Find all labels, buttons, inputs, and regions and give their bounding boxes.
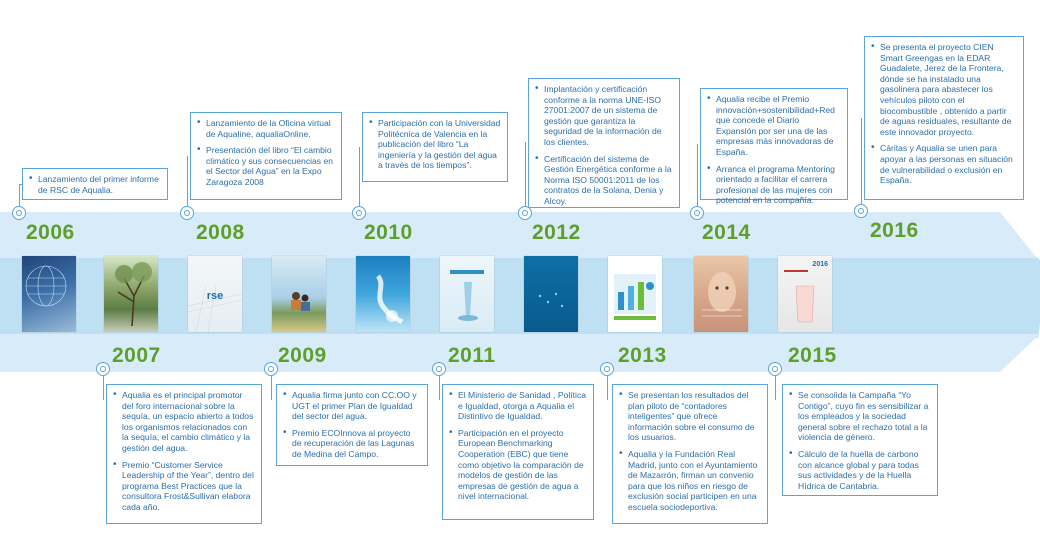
event-card-2008 — [190, 112, 342, 200]
report-cover-2011 — [440, 256, 494, 332]
event-list-2006 — [29, 174, 161, 195]
event-2011-2: • Participación en el proyecto European Benchmarking Cooperation (EBC) que tiene como objetivo la comparación de modelos de gestión de las empresas de gestión de agua a nivel internacional. — [449, 428, 587, 502]
event-list-2007 — [113, 390, 255, 513]
event-2012-1: • Implantación y certificación conforme a la norma UNE-ISO 27001:2007 de un sistema de gestión que garantiza la seguridad de la información de los clientes. — [535, 84, 673, 148]
event-card-2006 — [22, 168, 168, 200]
event-2009-2: • Premio ECOInnova al proyecto de recuperación de las Lagunas de Medina del Campo. — [283, 428, 421, 460]
connector-2013 — [607, 376, 608, 400]
connector-2012 — [525, 142, 526, 206]
year-label-2007: 2007 — [112, 344, 161, 367]
infographic-graphic — [608, 256, 662, 332]
connector-2010 — [359, 147, 360, 206]
year-label-2014: 2014 — [702, 221, 751, 244]
splash-graphic — [356, 256, 410, 332]
event-card-2013 — [612, 384, 768, 524]
timeline-node-2013 — [600, 362, 614, 376]
connector-2008 — [187, 156, 188, 206]
timeline-node-2010 — [352, 206, 366, 220]
event-2008-2: • Presentación del libro “El cambio climático y sus consecuencias en el Sector del Agua” en la Expo Zaragoza 2008 — [197, 145, 335, 187]
report-cover-2006 — [22, 256, 76, 332]
connector-2011 — [439, 376, 440, 400]
event-2007-2: • Premio “Customer Service Leadership of the Year”, dentro del programa Best Practices que la consultora Frost&Sullivan elabora cada año. — [113, 460, 255, 513]
connector-2014 — [697, 144, 698, 206]
event-2015-1: • Se consolida la Campaña “Yo Contigo”, cuyo fin es sensibilizar a los empleados y la sociedad general sobre el rechazo total a la violencia de género. — [789, 390, 931, 443]
event-card-2015 — [782, 384, 938, 496]
timeline-node-2015 — [768, 362, 782, 376]
event-list-2014 — [707, 94, 841, 206]
globe-graphic — [22, 256, 76, 332]
connector-2016 — [861, 118, 862, 204]
cover-2008-rse: rse — [206, 290, 224, 302]
report-cover-2013 — [608, 256, 662, 332]
tap-graphic — [440, 256, 494, 332]
face-graphic — [694, 256, 748, 332]
timeline-node-2016 — [854, 204, 868, 218]
year-label-2012: 2012 — [532, 221, 581, 244]
timeline-node-2012 — [518, 206, 532, 220]
timeline-node-2008 — [180, 206, 194, 220]
report-cover-2014 — [694, 256, 748, 332]
event-card-2010 — [362, 112, 508, 182]
connector-2007 — [103, 376, 104, 400]
connector-2015 — [775, 376, 776, 400]
year-label-2016: 2016 — [870, 219, 919, 242]
event-2011-1: • El Ministerio de Sanidad , Política e Igualdad, otorga a Aqualia el Distintivo de Igualdad. — [449, 390, 587, 422]
year-label-2010: 2010 — [364, 221, 413, 244]
event-list-2016 — [871, 42, 1017, 186]
timeline-node-2014 — [690, 206, 704, 220]
timeline-node-2009 — [264, 362, 278, 376]
event-2014-2: • Arranca el programa Mentoring orientado a facilitar el carrera profesional de las mujeres con potencial en la compañía. — [707, 164, 841, 206]
event-list-2009 — [283, 390, 421, 460]
event-list-2015 — [789, 390, 931, 491]
year-label-2006: 2006 — [26, 221, 75, 244]
tree-graphic — [104, 256, 158, 332]
year-label-2011: 2011 — [448, 344, 496, 367]
event-2006-1: • Lanzamiento del primer informe de RSC de Aqualia. — [29, 174, 161, 195]
report-cover-2009 — [272, 256, 326, 332]
event-list-2008 — [197, 118, 335, 188]
event-2016-1: • Se presenta el proyecto CIEN Smart Greengas en la EDAR Guadalete, Jerez de la Frontera, dónde se ha instalado una gasolinera para abastecer los vehículos piloto con el biocombustible , obtenido a partir de aguas residuales, resultante de este innovador proyecto. — [871, 42, 1017, 137]
connector-2006-h — [19, 184, 23, 185]
event-list-2010 — [369, 118, 501, 171]
event-2016-2: • Cáritas y Aqualia se unen para apoyar a las personas en situación de vulnerabilidad o exclusión en España. — [871, 143, 1017, 185]
report-cover-2007 — [104, 256, 158, 332]
timeline-node-2011 — [432, 362, 446, 376]
year-label-2013: 2013 — [618, 344, 667, 367]
connector-2006 — [19, 184, 20, 206]
event-2009-1: • Aqualia firma junto con CC.OO y UGT el primer Plan de Igualdad del sector del agua. — [283, 390, 421, 422]
report-cover-2010 — [356, 256, 410, 332]
event-2014-1: • Aqualia recibe el Premio innovación+sostenibilidad+Red que concede el Diario Expansión por ser una de las empresas más innovadoras de España. — [707, 94, 841, 158]
event-card-2012 — [528, 78, 680, 208]
year-label-2009: 2009 — [278, 344, 327, 367]
dots-graphic — [524, 256, 578, 332]
connector-2009 — [271, 376, 272, 400]
year-label-2008: 2008 — [196, 221, 245, 244]
event-2007-1: • Aqualia es el principal promotor del foro internacional sobre la sequía, un espacio abierto a todos los organismos relacionados con la sequía, el cambio climático y la gestión del agua. — [113, 390, 255, 454]
event-card-2009 — [276, 384, 428, 466]
event-card-2014 — [700, 88, 848, 206]
event-list-2011 — [449, 390, 587, 502]
event-2010-1: • Participación con la Universidad Politécnica de Valencia en la publicación del libro “La ingeniería y la gestión del agua a través de los tiempos”. — [369, 118, 501, 171]
event-2015-2: • Cálculo de la huella de carbono con alcance global y para todas sus actividades y de la Huella Hídrica de Cantabria. — [789, 449, 931, 491]
report-cover-2016 — [778, 256, 832, 332]
report-cover-2008 — [188, 256, 242, 332]
event-card-2007 — [106, 384, 262, 524]
timeline-node-2006 — [12, 206, 26, 220]
event-2012-2: • Certificación del sistema de Gestión Energética conforme a la Norma ISO 50001:2011 de los contratos de la Solana, Denia y Alcoy. — [535, 154, 673, 207]
event-card-2011 — [442, 384, 594, 520]
report-cover-2012 — [524, 256, 578, 332]
event-2013-2: • Aqualia y la Fundación Real Madrid, junto con el Ayuntamiento de Mazarrón, firman un convenio para que los niños en riesgo de exclusión social participen en una escuela sociodeportiva. — [619, 449, 761, 513]
couple-graphic — [272, 256, 326, 332]
year-label-2015: 2015 — [788, 344, 837, 367]
event-2013-1: • Se presentan los resultados del plan piloto de “contadores inteligentes” que ofrece información sobre el consumo de los usuarios. — [619, 390, 761, 443]
event-card-2016 — [864, 36, 1024, 200]
timeline-node-2007 — [96, 362, 110, 376]
cover-2016-year: 2016 — [812, 261, 828, 268]
event-list-2012 — [535, 84, 673, 207]
event-2008-1: • Lanzamiento de la Oficina virtual de Aqualine, aqualiaOnline. — [197, 118, 335, 139]
event-list-2013 — [619, 390, 761, 513]
